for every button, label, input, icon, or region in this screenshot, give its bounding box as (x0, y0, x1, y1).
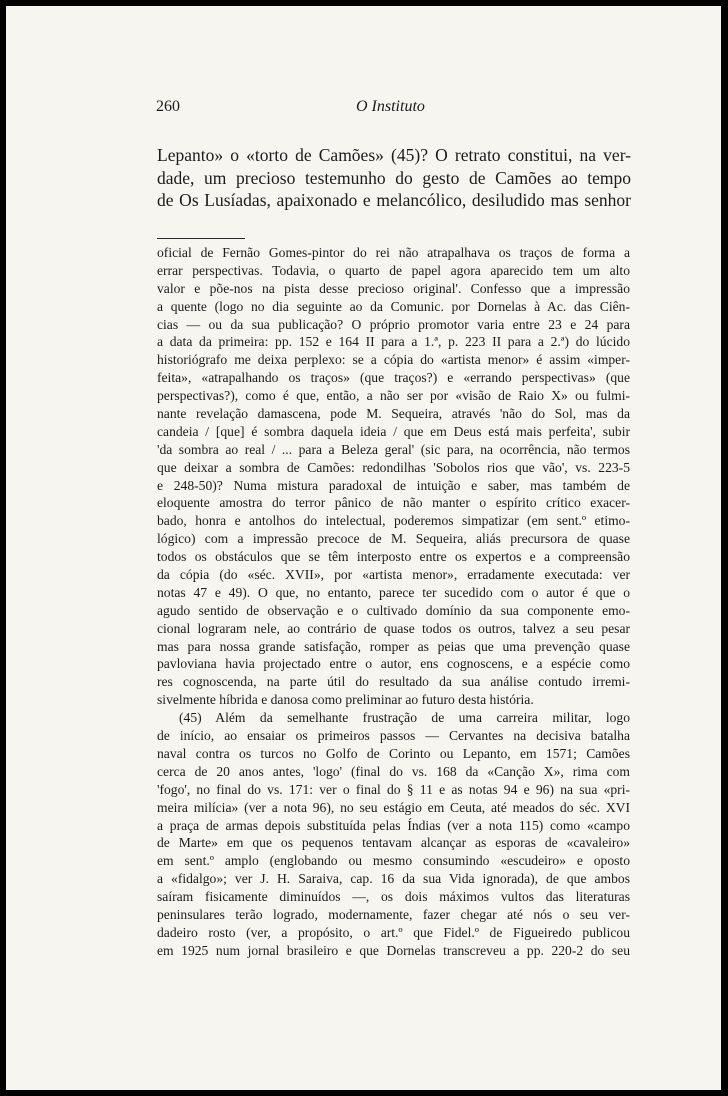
footnote-line: eloquente amostra do terror pânico de não manter o espírito crítico exacer- (157, 495, 630, 511)
footnote-line: candeia / [que] é sombra daquela ideia / que em Deus está mais perfeita', subir (157, 423, 630, 439)
footnote-line: peninsulares terão logrado, modernamente, fazer chegar até nós o seu ver- (157, 906, 630, 922)
body-paragraph (157, 144, 631, 212)
footnote-line: em sent.º amplo (englobando ou mesmo consumindo «escudeiro» e oposto (157, 853, 630, 869)
footnote-line: perspectivas?), como é que, então, a não ser por «visão de Raio X» ou fulmi- (157, 388, 630, 404)
page (6, 6, 721, 1090)
footnote-line: notas 47 e 49). O que, no entanto, parece ter sucedido com o autor é que o (157, 584, 630, 600)
footnote-line: res cognoscenda, na parte útil do resultado da sua análise contudo irremi- (157, 674, 630, 690)
footnote-line: cerca de 20 anos antes, 'logo' (final do vs. 168 da «Canção X», rima com (157, 763, 630, 779)
footnote-line: naval contra os turcos no Golfo de Corinto ou Lepanto, em 1571; Camões (157, 745, 630, 761)
footnote-line: valor e põe-nos na pista desse precioso original'. Confesso que a impressão (157, 280, 630, 296)
footnote-line: lógico) com a impressão precoce de M. Sequeira, aliás precursora de quase (157, 531, 630, 547)
footnote-line: agudo sentido de observação e o cultivado domínio da sua componente emo- (157, 602, 630, 618)
footnote-line: a «fidalgo»; ver J. H. Saraiva, cap. 16 da sua Vida ignorada), de que ambos (157, 871, 630, 887)
footnote-line: que deixar a sombra de Camões: redondilhas 'Sobolos rios que vão', vs. 223-5 (157, 459, 630, 475)
footnote-line: em 1925 num jornal brasileiro e que Dornelas transcreveu a pp. 220-2 do seu (157, 942, 630, 958)
footnote-line: cias — ou da sua publicação? O próprio promotor varia entre 23 e 24 para (157, 316, 630, 332)
footnote-line: todos os obstáculos que se têm interposto entre os expertos e a compreensão (157, 549, 630, 565)
footnote-line: de início, ao ensaiar os primeiros passos — Cervantes na decisiva batalha (157, 728, 630, 744)
running-title: O Instituto (356, 98, 425, 115)
footnote-line: feita», «atrapalhando os traços» (que traços?) e «errando perspectivas» (que (157, 370, 630, 386)
running-header (156, 98, 636, 120)
footnote-line: saíram fisicamente diminuídos —, os dois máximos vultos das literaturas (157, 889, 630, 905)
footnote-line: meira milícia» (ver a nota 96), no seu estágio em Ceuta, até meados do séc. XVI (157, 799, 630, 815)
page-number: 260 (156, 98, 180, 115)
footnote-line: mas para nossa grande satisfação, romper as peias que uma prevenção quase (157, 638, 630, 654)
footnote-line: sivelmente híbrida e danosa como preliminar ao futuro desta história. (157, 692, 534, 708)
footnote-line: pavloviana havia projectado entre o autor, ens cognoscens, e a espécie como (157, 656, 630, 672)
footnote-line: historiógrafo me deixa perplexo: se a cópia do «artista menor» é assim «imper- (157, 352, 630, 368)
footnote-line: 'da sombra ao real / ... para a Beleza geral' (sic para, na ocorrência, não termos (157, 441, 630, 457)
footnote-line: a quente (logo no dia seguinte ao da Comunic. por Dornelas à Ac. das Ciên- (157, 298, 630, 314)
footnote-45-start: (45) Além da semelhante frustração de uma carreira militar, logo (179, 710, 630, 726)
footnote-line: cional lograram nele, ao contrário de quase todos os outros, talvez a seu pesar (157, 620, 630, 636)
footnote-line: bado, honra e antolhos do intelectual, poderemos simpatizar (em sent.º etimo- (157, 513, 630, 529)
body-line: de Os Lusíadas, apaixonado e melancólico, desiludido mas senhor (157, 190, 631, 210)
footnote-separator (157, 238, 245, 239)
body-line: Lepanto» o «torto de Camões» (45)? O retrato constitui, na ver- (157, 145, 631, 165)
footnotes (157, 244, 630, 960)
footnote-line: de Marte» em que os pequenos tentavam alcançar as esporas de «cavaleiro» (157, 835, 630, 851)
footnote-line: a data da primeira: pp. 152 e 164 II para a 1.ª, p. 223 II para a 2.ª) do lúcido (157, 334, 630, 350)
footnote-line: oficial de Fernão Gomes-pintor do rei não atrapalhava os traços de forma a (157, 245, 630, 260)
footnote-line: 'fogo', no final do vs. 171: ver o final do § 11 e as notas 94 e 96) na sua «pri- (157, 781, 630, 797)
footnote-line: nante revelação damascena, pode M. Sequeira, através 'não do Sol, mas da (157, 406, 630, 422)
footnote-line: dadeiro rosto (ver, a propósito, o art.º que Fidel.º de Figueiredo publicou (157, 924, 630, 940)
footnote-line: errar perspectivas. Todavia, o quarto de papel agora aparecido tem um alto (157, 262, 630, 278)
footnote-line: da cópia (do «séc. XVII», por «artista menor», erradamente executada: ver (157, 567, 630, 583)
footnote-line: a praça de armas depois substituída pelas Índias (ver a nota 115) como «campo (157, 817, 630, 833)
body-line: dade, um precioso testemunho do gesto de Camões ao tempo (157, 167, 631, 188)
footnote-line: e 248-50)? Numa mistura paradoxal de intuição e saber, mas também de (157, 477, 630, 493)
